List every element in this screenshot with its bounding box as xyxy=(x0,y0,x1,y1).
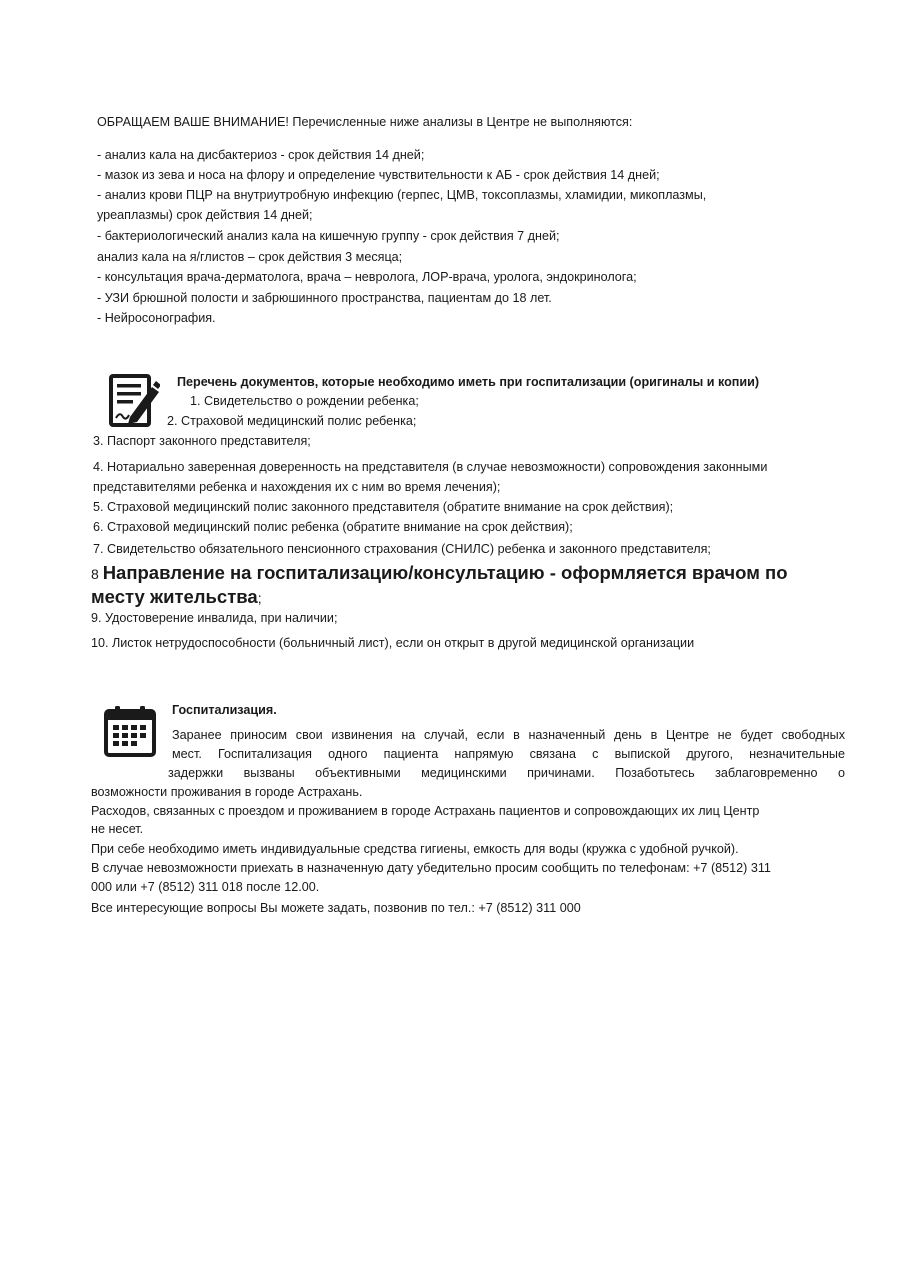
referral-tail: ; xyxy=(257,590,262,606)
paragraph-line: Все интересующие вопросы Вы можете задать, позвонив по тел.: +7 (8512) 311 000 xyxy=(91,901,581,915)
list-item: 3. Паспорт законного представителя; xyxy=(93,434,311,448)
paragraph-line: не несет. xyxy=(91,822,144,836)
paragraph-line: 000 или +7 (8512) 311 018 после 12.00. xyxy=(91,880,320,894)
list-item: - консультация врача-дерматолога, врача – невролога, ЛОР-врача, уролога, эндокринолога; xyxy=(97,270,637,284)
list-item: 1. Свидетельство о рождении ребенка; xyxy=(190,394,419,408)
list-item: - мазок из зева и носа на флору и определение чувствительности к АБ - срок действия 14 дней; xyxy=(97,168,660,182)
paragraph-line: Заранее приносим свои извинения на случай, если в назначенный день в Центре не будет свободных xyxy=(172,728,845,742)
list-item: 7. Свидетельство обязательного пенсионного страхования (СНИЛС) ребенка и законного представителя; xyxy=(93,542,711,556)
list-item: представителями ребенка и нахождения их с ним во время лечения); xyxy=(93,480,501,494)
referral-item-continued xyxy=(91,585,262,610)
list-item: анализ кала на я/глистов – срок действия 3 месяца; xyxy=(97,250,403,264)
list-item: уреаплазмы) срок действия 14 дней; xyxy=(97,208,313,222)
hospitalization-title: Госпитализация. xyxy=(172,703,277,717)
list-item: - УЗИ брюшной полости и забрюшинного пространства, пациентам до 18 лет. xyxy=(97,291,552,305)
referral-line1: Направление на госпитализацию/консультацию - оформляется врачом по xyxy=(102,562,788,583)
notice-heading: ОБРАЩАЕМ ВАШЕ ВНИМАНИЕ! Перечисленные ниже анализы в Центре не выполняются: xyxy=(97,115,633,129)
calendar-icon xyxy=(104,705,156,757)
list-item: - анализ крови ПЦР на внутриутробную инфекцию (герпес, ЦМВ, токсоплазмы, хламидии, микоплазмы, xyxy=(97,188,707,202)
paragraph-line: Расходов, связанных с проездом и проживанием в городе Астрахань пациентов и сопровождающих их лиц Центр xyxy=(91,804,760,818)
list-item: 10. Листок нетрудоспособности (больничный лист), если он открыт в другой медицинской организации xyxy=(91,636,695,650)
paragraph-line: В случае невозможности приехать в назначенную дату убедительно просим сообщить по телефонам: +7 (8512) 311 xyxy=(91,861,771,875)
list-item: 5. Страховой медицинский полис законного представителя (обратите внимание на срок действия); xyxy=(93,500,674,514)
document-edit-icon xyxy=(108,373,160,429)
list-item: 2. Страховой медицинский полис ребенка; xyxy=(167,414,417,428)
list-item: - бактериологический анализ кала на кишечную группу - срок действия 7 дней; xyxy=(97,229,560,243)
paragraph-line: мест. Госпитализация одного пациента напрямую связана с выпиской другого, незначительные xyxy=(172,747,845,761)
list-item: - анализ кала на дисбактериоз - срок действия 14 дней; xyxy=(97,148,425,162)
paragraph-line: При себе необходимо иметь индивидуальные средства гигиены, емкость для воды (кружка с удобной ручкой). xyxy=(91,842,739,856)
referral-number: 8 xyxy=(91,566,103,582)
referral-line2: месту жительства xyxy=(91,586,258,607)
list-item: - Нейросонография. xyxy=(97,311,216,325)
list-item: 4. Нотариально заверенная доверенность на представителя (в случае невозможности) сопровождения законными xyxy=(93,460,768,474)
referral-item xyxy=(91,561,788,586)
paragraph-line: возможности проживания в городе Астрахань. xyxy=(91,785,363,799)
paragraph-line: задержки вызваны объективными медицинскими причинами. Позаботьтесь заблаговременно о xyxy=(168,766,845,780)
list-item: 6. Страховой медицинский полис ребенка (обратите внимание на срок действия); xyxy=(93,520,573,534)
list-item: 9. Удостоверение инвалида, при наличии; xyxy=(91,611,338,625)
documents-title: Перечень документов, которые необходимо иметь при госпитализации (оригиналы и копии) xyxy=(177,375,760,389)
